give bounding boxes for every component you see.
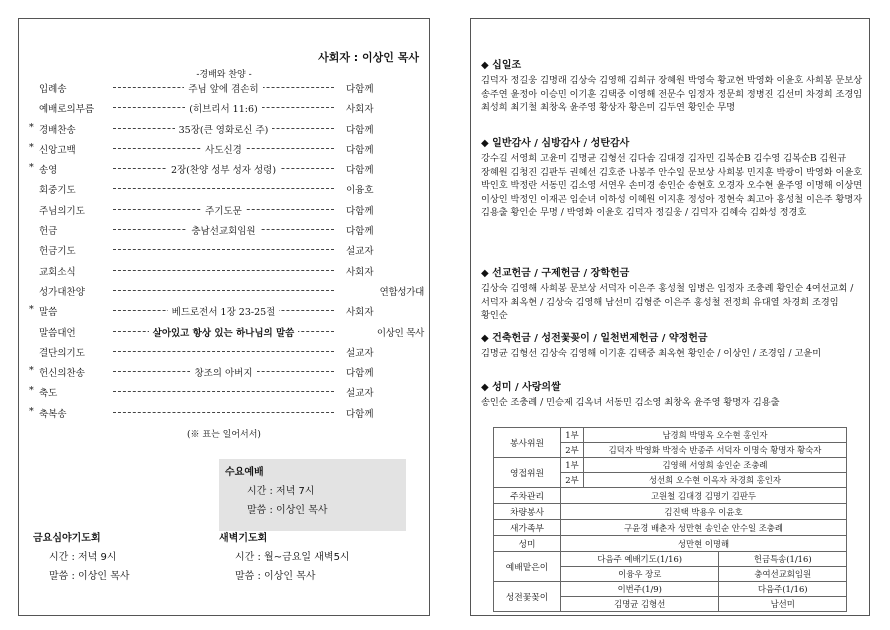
order-item: 주님의기도: [39, 205, 85, 217]
order-item: 교회소식: [39, 266, 76, 278]
order-content-wrap: [113, 122, 334, 136]
wednesday-sermon: 말씀 : 이상인 목사: [247, 505, 328, 516]
order-item: 송영: [39, 165, 58, 177]
order-leader: 설교자: [346, 388, 374, 400]
order-content-wrap: [113, 365, 334, 379]
order-item: 축복송: [39, 408, 67, 420]
order-item: 예배로의부름: [39, 104, 95, 116]
dawn-service-box: [219, 529, 350, 586]
order-content-wrap: [113, 223, 334, 237]
section-title: -경배와 찬양 -: [196, 70, 252, 80]
dash-leader: [113, 351, 334, 352]
order-leader: 다함께: [346, 368, 374, 380]
friday-service-box: [33, 529, 130, 586]
table-category: 성전꽃꽂이: [494, 582, 561, 612]
order-content: 베드로전서 1장 23-25절: [168, 307, 280, 318]
table-cell: 다음주 예배기도(1/16): [561, 552, 719, 567]
order-row: [29, 203, 424, 223]
order-item: 결단의기도: [39, 347, 85, 359]
table-row: [494, 504, 847, 520]
dash-leader: [113, 290, 334, 291]
wednesday-time: 시간 : 저녁 7시: [247, 486, 315, 497]
table-sub: 1부: [561, 428, 584, 443]
table-category: 성미: [494, 536, 561, 552]
order-row: [29, 264, 424, 284]
table-cell: 다음주(1/16): [719, 582, 847, 597]
donation-heading: ◆ 성미 / 사랑의쌀: [481, 382, 561, 393]
table-cell: 구윤경 배춘자 성만현 송인순 안수일 조충례: [561, 520, 847, 536]
standing-mark: *: [29, 365, 34, 377]
order-content: 주님 앞에 겸손히: [184, 84, 262, 95]
order-row: [29, 304, 424, 324]
table-cell: 남선미: [719, 597, 847, 612]
order-row: [29, 325, 424, 345]
donation-section: [481, 381, 863, 410]
worship-order: [29, 81, 424, 426]
table-row: [494, 520, 847, 536]
donation-names: 김덕자 정길웅 김명래 김상숙 김영해 김희규 장혜원 박영숙 황교현 박영화 이윤호 사희봉 문보상 송주연 윤정아 이승민 이기훈 김택중 이영해 전문수 임정자 정문희 정병진 김선미 차경희 조경임 최성희 최기철 최창옥 윤주영 황상자 황은미 김두연 황인순 무명: [481, 75, 863, 114]
table-sub: 2부: [561, 443, 584, 458]
order-content: 주기도문: [201, 206, 246, 217]
order-row: [29, 182, 424, 202]
order-row: [29, 81, 424, 101]
order-leader: 설교자: [346, 347, 374, 359]
left-page: [18, 18, 430, 616]
order-leader: 설교자: [346, 246, 374, 258]
order-row: [29, 243, 424, 263]
donation-heading: ◆ 건축헌금 / 성전꽃꽂이 / 일천번제헌금 / 약정헌금: [481, 333, 708, 344]
order-leader: 이융호: [346, 185, 374, 197]
order-leader: 이상인 목사: [376, 327, 424, 339]
order-content: 35장(큰 영화로신 주): [175, 125, 273, 136]
order-content-wrap: [113, 162, 334, 176]
order-leader: 다함께: [346, 124, 374, 136]
table-row: [494, 458, 847, 473]
friday-title: 금요심야기도회: [33, 533, 101, 544]
dash-leader: [113, 188, 334, 189]
presider: 사회자 : 이상인 목사: [318, 51, 419, 64]
order-item: 헌금: [39, 226, 58, 238]
order-row: [29, 284, 424, 304]
order-leader: 사회자: [346, 104, 374, 116]
donation-section: [481, 137, 863, 219]
dash-leader: [113, 412, 334, 413]
order-content: 충남선교회임원: [187, 226, 259, 237]
friday-time: 시간 : 저녁 9시: [49, 552, 117, 563]
order-leader: 다함께: [346, 226, 374, 238]
order-item: 입례송: [39, 84, 67, 95]
donation-section: [481, 332, 863, 361]
table-row: [494, 536, 847, 552]
order-leader: 다함께: [346, 408, 374, 420]
order-row: [29, 162, 424, 182]
order-content-wrap: [113, 142, 334, 156]
order-item: 축도: [39, 388, 58, 400]
standing-mark: *: [29, 162, 34, 174]
order-content: 2장(찬양 성부 성자 성령): [167, 165, 280, 176]
table-row: [494, 428, 847, 443]
duty-table: [493, 427, 847, 612]
friday-sermon: 말씀 : 이상인 목사: [49, 571, 130, 582]
order-row: [29, 101, 424, 121]
donation-heading: ◆ 십일조: [481, 60, 522, 71]
table-cell: 이번주(1/9): [561, 582, 719, 597]
order-item: 헌신의찬송: [39, 368, 85, 380]
order-row: [29, 142, 424, 162]
order-leader: 다함께: [346, 205, 374, 217]
order-leader: 연합성가대: [379, 286, 424, 298]
donation-names: 김명균 김형선 김상숙 김영해 이기훈 김택중 최옥현 황인순 / 이상인 / 조경임 / 고윤미: [481, 348, 822, 360]
standing-mark: *: [29, 141, 34, 153]
donation-section: [481, 267, 863, 323]
dawn-time: 시간 : 월~금요일 새벽5시: [235, 552, 350, 563]
standing-mark: *: [29, 304, 34, 316]
table-cell: 김진택 박용우 이윤호: [561, 504, 847, 520]
standing-mark: *: [29, 405, 34, 417]
wednesday-service-box: [219, 459, 406, 531]
table-cell: 성만현 이명해: [561, 536, 847, 552]
order-row: [29, 406, 424, 426]
order-leader: 다함께: [346, 144, 374, 156]
order-row: [29, 223, 424, 243]
table-sub: 2부: [561, 473, 584, 488]
dash-leader: [113, 270, 334, 271]
table-cell: 고원철 김대경 김명기 김판두: [561, 488, 847, 504]
donation-heading: ◆ 선교헌금 / 구제헌금 / 장학헌금: [481, 268, 630, 279]
order-content-wrap: [113, 304, 334, 318]
order-leader: 다함께: [346, 165, 374, 177]
table-row: [494, 552, 847, 567]
wednesday-title: 수요예배: [225, 467, 264, 478]
order-content: 사도신경: [201, 145, 246, 156]
order-item: 신앙고백: [39, 144, 76, 156]
donation-names: 강수길 서영희 고윤미 김명균 김형선 김다솜 김대경 김자민 김복순B 김수영 김복순B 김원규 장혜원 김청진 김판두 권혜선 김호준 나봉주 안수일 문보상 사희봉 민지훈 박광이 박영화 이윤호 박인호 박정란 서동민 김소영 서연우 손미경 송인순 송현호 오경자 오수현 윤주영 이명해 이상면 이상인 박정인 이재곤 임순녀 이하성 이혜원 이지훈 정성아 정현숙 최고아 홍성철 이은주 황명자 김용출 황인순 무명 / 박영화 이윤호 김덕자 정길웅 / 김덕자 김혜숙 김화성 정경호: [481, 153, 863, 219]
order-leader: 사회자: [346, 266, 374, 278]
table-sub: 1부: [561, 458, 584, 473]
order-item: 말씀: [39, 307, 58, 319]
table-category: 차량봉사: [494, 504, 561, 520]
order-content: 살아있고 항상 있는 하나님의 말씀: [149, 328, 299, 339]
standing-mark: *: [29, 121, 34, 133]
order-item: 말씀대언: [39, 327, 76, 339]
donation-section: [481, 59, 863, 115]
order-leader: 다함께: [346, 84, 374, 95]
donation-heading: ◆ 일반감사 / 심방감사 / 성탄감사: [481, 138, 630, 149]
table-cell: 김명균 김형선: [561, 597, 719, 612]
dawn-sermon: 말씀 : 이상인 목사: [235, 571, 316, 582]
footnote: (※ 표는 일어서서): [187, 430, 261, 440]
donation-names: 김상숙 김영해 사희봉 문보상 서덕자 이은주 홍성철 임병은 임정자 조충례 황인순 4여선교회 / 서덕자 최옥현 / 김상숙 김영해 남선미 김형준 이은주 홍성철 전정희 유대열 차경희 조경임 황인순: [481, 283, 854, 322]
order-content-wrap: [113, 325, 334, 339]
table-category: 주차관리: [494, 488, 561, 504]
dash-leader: [113, 391, 334, 392]
order-content-wrap: [113, 101, 334, 115]
donation-names: 송인순 조충례 / 민승제 김옥녀 서동민 김소영 최창옥 윤주영 황명자 김용출: [481, 397, 780, 409]
table-cell: 김영해 서영희 송인순 조충례: [584, 458, 847, 473]
table-cell: 충여선교회임원: [719, 567, 847, 582]
order-row: [29, 122, 424, 142]
table-cell: 성선희 오수현 이옥자 차경희 홍인자: [584, 473, 847, 488]
order-item: 성가대찬양: [39, 286, 85, 298]
order-item: 헌금기도: [39, 246, 76, 258]
table-category: 새가족부: [494, 520, 561, 536]
table-category: 영접위원: [494, 458, 561, 488]
dash-leader: [113, 249, 334, 250]
table-category: 예배맡은이: [494, 552, 561, 582]
table-cell: 이융우 장로: [561, 567, 719, 582]
order-leader: 사회자: [346, 307, 374, 319]
right-page: [470, 18, 870, 616]
order-row: [29, 345, 424, 365]
order-row: [29, 365, 424, 385]
order-item: 회중기도: [39, 185, 76, 197]
order-item: 경배찬송: [39, 124, 76, 136]
table-row: [494, 582, 847, 597]
standing-mark: *: [29, 385, 34, 397]
dawn-title: 새벽기도회: [219, 533, 268, 544]
order-content-wrap: [113, 81, 334, 95]
table-category: 봉사위원: [494, 428, 561, 458]
table-cell: 남경희 박명옥 오수현 홍인자: [584, 428, 847, 443]
order-row: [29, 385, 424, 405]
order-content: 창조의 아버지: [190, 368, 256, 379]
table-row: [494, 488, 847, 504]
order-content-wrap: [113, 203, 334, 217]
table-cell: 김덕자 박영화 박정숙 반종주 서덕자 이명숙 황명자 황숙자: [584, 443, 847, 458]
table-cell: 헌금특송(1/16): [719, 552, 847, 567]
order-content: (히브리서 11:6): [185, 104, 261, 115]
